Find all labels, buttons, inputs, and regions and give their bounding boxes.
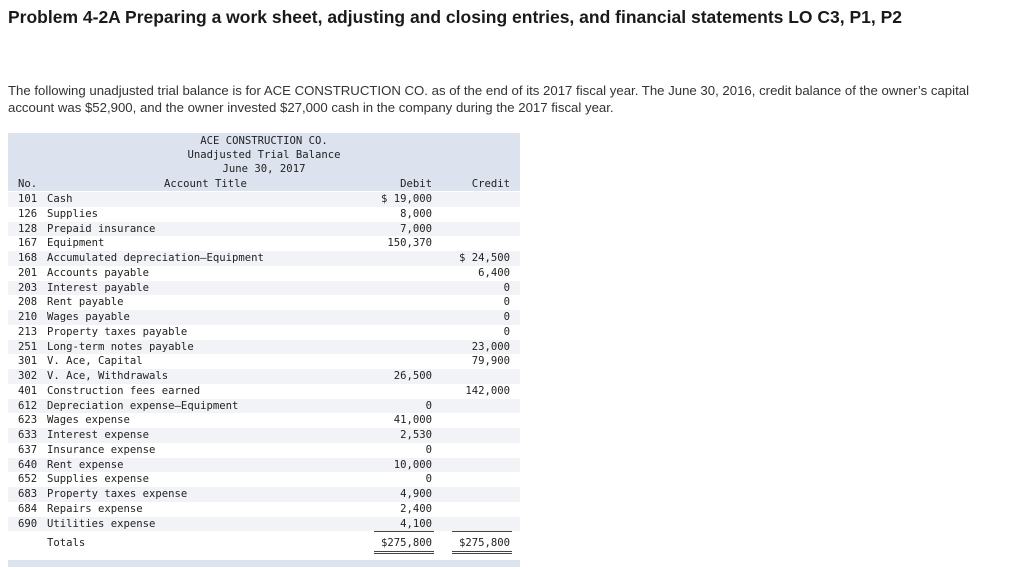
debit-total-rule: [374, 531, 434, 532]
table-row: [8, 354, 520, 369]
debit-amount: 0: [425, 399, 432, 412]
account-title: Wages expense: [47, 414, 130, 427]
account-number: 633: [18, 429, 38, 441]
table-row: [8, 251, 520, 266]
account-number: 612: [18, 399, 38, 412]
table-row: [8, 487, 520, 502]
table-row: [8, 384, 520, 399]
table-row: [8, 281, 520, 296]
account-title: Insurance expense: [47, 443, 156, 456]
account-number: 690: [18, 517, 38, 530]
account-number: 302: [18, 370, 38, 382]
trial-balance-table: [8, 133, 520, 567]
table-row: [8, 458, 520, 473]
column-header-debit: Debit: [400, 178, 432, 190]
debit-amount: 10,000: [393, 458, 432, 471]
account-number: 213: [18, 325, 38, 338]
account-title: Long-term notes payable: [47, 340, 194, 353]
credit-amount: 79,900: [471, 355, 510, 368]
table-row: [8, 192, 520, 207]
debit-amount: 4,100: [400, 517, 432, 530]
column-header-no: No.: [18, 178, 38, 190]
account-number: 301: [18, 355, 38, 368]
total-credit: $275,800: [458, 537, 510, 549]
account-title: Utilities expense: [47, 517, 156, 530]
debit-amount: 150,370: [387, 237, 432, 250]
table-row: [8, 236, 520, 251]
table-row: [8, 472, 520, 487]
credit-amount: $ 24,500: [458, 252, 510, 264]
statement-date: June 30, 2017: [222, 163, 306, 175]
account-number: 168: [18, 252, 38, 264]
column-header-account-title: Account Title: [164, 178, 247, 190]
debit-amount: 0: [425, 473, 432, 486]
debit-amount: 7,000: [400, 222, 432, 235]
table-row: [8, 207, 520, 222]
account-number: 401: [18, 384, 38, 397]
account-number: 167: [18, 237, 38, 250]
table-footer-band: [8, 560, 520, 567]
account-title: Accounts payable: [47, 266, 150, 279]
credit-total-rule: [452, 531, 512, 532]
account-title: V. Ace, Withdrawals: [47, 370, 169, 382]
table-row: [8, 340, 520, 355]
account-number: 251: [18, 340, 38, 353]
account-number: 101: [18, 193, 38, 205]
account-title: Interest payable: [47, 281, 150, 294]
problem-intro: The following unadjusted trial balance is for ACE CONSTRUCTION CO. as of the end of its 2017 fiscal year. The June 30, 2016, credit balance of the owner’s capital account was $52,900, and the owner invested $27,000 cash in the company during the 2017 fiscal year.: [8, 83, 969, 115]
credit-amount: 23,000: [471, 340, 510, 353]
account-number: 126: [18, 207, 38, 220]
debit-amount: 8,000: [400, 207, 432, 220]
totals-row: [8, 533, 520, 553]
debit-amount: 2,530: [400, 429, 432, 441]
table-row: [8, 369, 520, 384]
debit-amount: 26,500: [393, 370, 432, 382]
credit-amount: 0: [503, 296, 510, 309]
table-row: [8, 222, 520, 237]
account-title: Property taxes payable: [47, 325, 188, 338]
table-header: [8, 133, 520, 191]
total-debit: $275,800: [380, 537, 432, 549]
debit-amount: 0: [425, 443, 432, 456]
account-number: 637: [18, 443, 38, 456]
credit-amount: 142,000: [465, 384, 510, 397]
table-row: [8, 428, 520, 443]
table-row: [8, 266, 520, 281]
debit-amount: 4,900: [400, 488, 432, 500]
account-title: Prepaid insurance: [47, 222, 156, 235]
table-row: [8, 443, 520, 458]
credit-amount: 0: [503, 325, 510, 338]
debit-amount: 2,400: [400, 502, 432, 515]
problem-title: Problem 4-2A Preparing a work sheet, adjusting and closing entries, and financial statements LO C3, P1, P2: [8, 7, 903, 27]
statement-name: Unadjusted Trial Balance: [187, 149, 341, 161]
account-number: 208: [18, 296, 38, 309]
credit-amount: 0: [503, 311, 510, 323]
company-name: ACE CONSTRUCTION CO.: [200, 135, 328, 147]
account-title: Repairs expense: [47, 502, 143, 515]
debit-double-rule: [374, 551, 434, 554]
account-number: 210: [18, 311, 38, 323]
account-title: Cash: [47, 193, 73, 205]
account-title: Construction fees earned: [47, 384, 201, 397]
table-row: [8, 310, 520, 325]
account-title: Supplies expense: [47, 473, 150, 486]
account-title: Wages payable: [47, 311, 130, 323]
account-title: Equipment: [47, 237, 105, 250]
account-number: 128: [18, 222, 38, 235]
table-row: [8, 325, 520, 340]
credit-amount: 0: [503, 281, 510, 294]
account-number: 684: [18, 502, 38, 515]
table-row: [8, 295, 520, 310]
table-row: [8, 413, 520, 428]
account-title: Depreciation expense—Equipment: [47, 399, 239, 412]
account-title: Supplies: [47, 207, 99, 220]
credit-double-rule: [452, 551, 512, 554]
debit-amount: $ 19,000: [380, 193, 432, 205]
table-row: [8, 399, 520, 414]
account-title: Interest expense: [47, 429, 150, 441]
account-number: 652: [18, 473, 38, 486]
account-title: Rent expense: [47, 458, 124, 471]
table-row: [8, 502, 520, 517]
debit-amount: 41,000: [393, 414, 432, 427]
account-title: Property taxes expense: [47, 488, 188, 500]
column-header-credit: Credit: [471, 178, 510, 190]
account-number: 203: [18, 281, 38, 294]
credit-amount: 6,400: [478, 266, 510, 279]
account-number: 640: [18, 458, 38, 471]
account-title: Accumulated depreciation—Equipment: [47, 252, 264, 264]
account-number: 623: [18, 414, 38, 427]
account-title: V. Ace, Capital: [47, 355, 143, 368]
account-number: 201: [18, 266, 38, 279]
table-body: [8, 192, 520, 531]
account-title: Rent payable: [47, 296, 124, 309]
table-row: [8, 517, 520, 532]
totals-label: Totals: [47, 537, 86, 549]
account-number: 683: [18, 488, 38, 500]
